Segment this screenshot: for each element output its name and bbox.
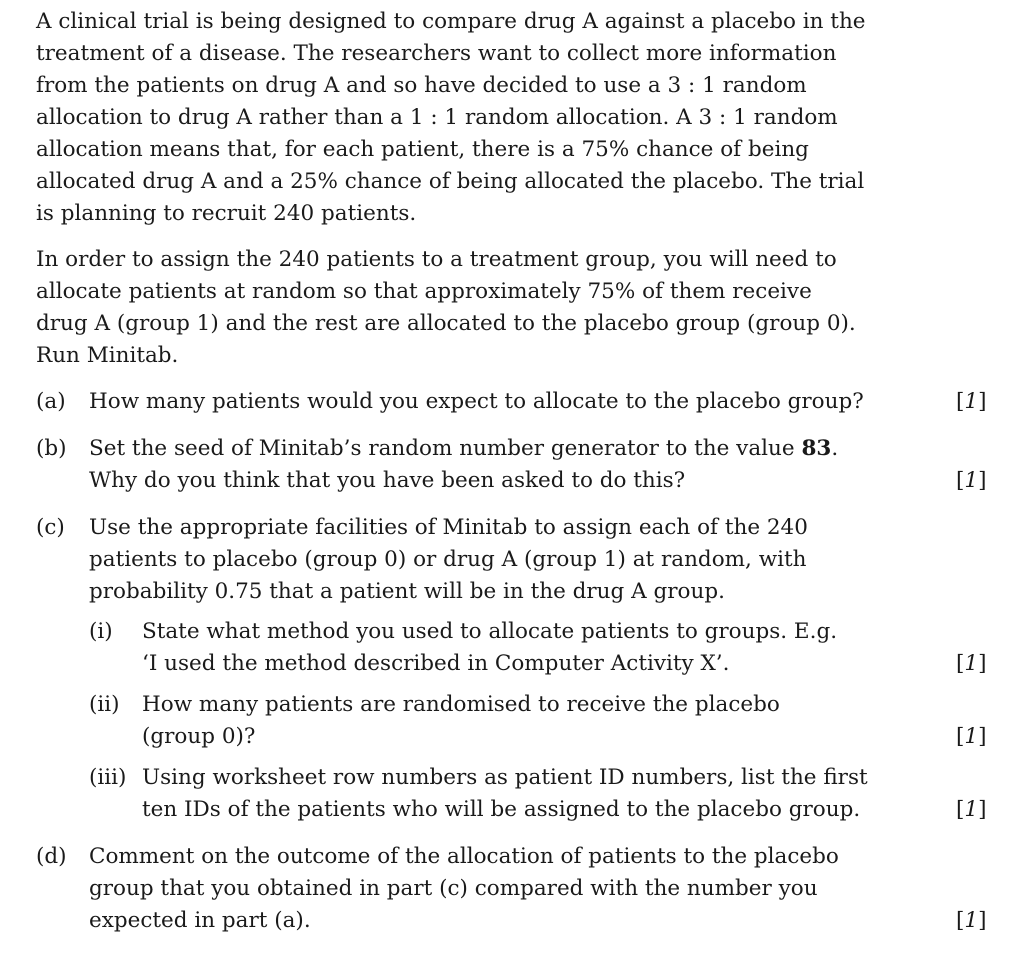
- question-c: [36, 512, 996, 608]
- question-c-text: Use the appropriate facilities of Minitab to assign each of the 240: [89, 515, 808, 540]
- assignment-page: [36, 6, 996, 937]
- question-d: [36, 841, 996, 937]
- question-b-text-line2: Why do you think that you have been asked to do this?: [89, 468, 686, 493]
- instructions-line: In order to assign the 240 patients to a treatment group, you will need to: [36, 247, 837, 272]
- intro-line: allocation to drug A rather than a 1 : 1 random allocation. A 3 : 1 random: [36, 105, 838, 130]
- question-a-marks: [1]: [956, 389, 987, 414]
- instructions-line: allocate patients at random so that approximately 75% of them receive: [36, 279, 812, 304]
- question-c-text: probability 0.75 that a patient will be in the drug A group.: [89, 579, 725, 604]
- question-d-text: Comment on the outcome of the allocation of patients to the placebo: [89, 844, 839, 869]
- question-c-text: patients to placebo (group 0) or drug A (group 1) at random, with: [89, 547, 807, 572]
- question-c-iii-text-line2: ten IDs of the patients who will be assigned to the placebo group.: [142, 797, 861, 822]
- question-c-i-marks: [1]: [956, 651, 987, 676]
- question-c-label: (c): [36, 515, 65, 540]
- question-c-i-label: (i): [89, 619, 113, 644]
- question-d-label: (d): [36, 844, 67, 869]
- question-b-text-line1: Set the seed of Minitab’s random number generator to the value 83.: [89, 436, 839, 461]
- question-c-ii: [89, 689, 996, 753]
- intro-paragraph: [36, 6, 996, 230]
- question-b-label: (b): [36, 436, 67, 461]
- question-c-i: [89, 616, 996, 680]
- question-d-marks: [1]: [956, 908, 987, 933]
- intro-line: is planning to recruit 240 patients.: [36, 201, 417, 226]
- question-b: [36, 433, 996, 497]
- question-b-marks: [1]: [956, 468, 987, 493]
- question-c-i-text-line1: State what method you used to allocate patients to groups. E.g.: [142, 619, 838, 644]
- intro-line: allocation means that, for each patient, there is a 75% chance of being: [36, 137, 809, 162]
- question-c-ii-marks: [1]: [956, 724, 987, 749]
- question-a-label: (a): [36, 389, 66, 414]
- intro-line: allocated drug A and a 25% chance of being allocated the placebo. The trial: [36, 169, 865, 194]
- question-c-ii-text-line2: (group 0)?: [142, 724, 256, 749]
- intro-line: A clinical trial is being designed to compare drug A against a placebo in the: [36, 9, 866, 34]
- question-c-ii-label: (ii): [89, 692, 120, 717]
- question-c-i-text-line2: ‘I used the method described in Computer Activity X’.: [142, 651, 730, 676]
- question-d-text: expected in part (a).: [89, 908, 311, 933]
- instructions-line: Run Minitab.: [36, 343, 179, 368]
- question-d-text: group that you obtained in part (c) compared with the number you: [89, 876, 818, 901]
- question-c-iii-marks: [1]: [956, 797, 987, 822]
- question-a: [36, 386, 996, 418]
- question-c-iii-label: (iii): [89, 765, 127, 790]
- question-c-ii-text-line1: How many patients are randomised to receive the placebo: [142, 692, 780, 717]
- intro-line: treatment of a disease. The researchers want to collect more information: [36, 41, 837, 66]
- instructions-line: drug A (group 1) and the rest are allocated to the placebo group (group 0).: [36, 311, 856, 336]
- seed-value: 83: [801, 436, 832, 461]
- instructions-paragraph: [36, 244, 996, 372]
- question-a-text: How many patients would you expect to allocate to the placebo group?: [89, 389, 864, 414]
- question-c-iii: [89, 762, 996, 826]
- question-c-iii-text-line1: Using worksheet row numbers as patient ID numbers, list the first: [142, 765, 868, 790]
- intro-line: from the patients on drug A and so have decided to use a 3 : 1 random: [36, 73, 807, 98]
